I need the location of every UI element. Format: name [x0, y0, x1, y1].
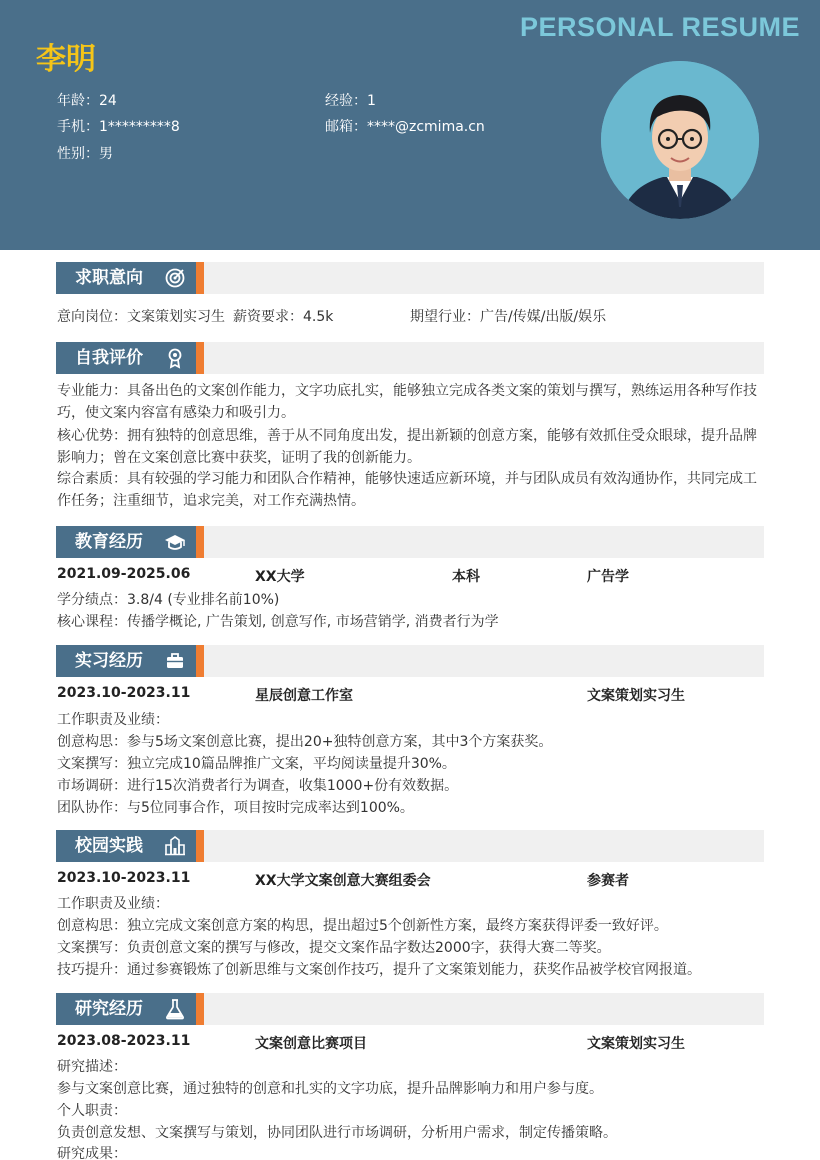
campus-line: 文案撰写：负责创意文案的撰写与修改，提交文案作品字数达2000字，获得大赛二等奖。	[57, 940, 611, 956]
section-title: 求职意向	[56, 262, 196, 294]
intent-salary: 薪资要求：4.5k	[233, 309, 334, 325]
internship-line: 市场调研：进行15次消费者行为调查，收集1000+份有效数据。	[57, 778, 459, 794]
section-job-intent	[56, 262, 764, 294]
avatar	[601, 61, 759, 219]
section-accent	[196, 830, 204, 862]
research-role: 文案策划实习生	[587, 1036, 685, 1052]
flask-icon	[164, 998, 186, 1020]
section-self-evaluation	[56, 342, 764, 374]
campus-line: 技巧提升：通过参赛锻炼了创新思维与文案创作技巧，提升了文案策划能力，获奖作品被学校官网报道。	[57, 962, 701, 978]
intent-industry: 期望行业：广告/传媒/出版/娱乐	[410, 309, 607, 325]
section-title: 自我评价	[56, 342, 196, 374]
education-date: 2021.09-2025.06	[57, 566, 191, 582]
section-internship	[56, 645, 764, 677]
building-icon	[164, 835, 186, 857]
section-accent	[196, 342, 204, 374]
campus-line: 工作职责及业绩：	[57, 896, 169, 912]
section-accent	[196, 645, 204, 677]
research-project: 文案创意比赛项目	[255, 1036, 367, 1052]
section-campus-practice	[56, 830, 764, 862]
section-title: 实习经历	[56, 645, 196, 677]
education-school: XX大学	[255, 569, 305, 585]
section-education	[56, 526, 764, 558]
research-date: 2023.08-2023.11	[57, 1033, 191, 1049]
graduation-cap-icon	[164, 531, 186, 553]
target-icon	[164, 267, 186, 289]
section-title: 研究经历	[56, 993, 196, 1025]
research-line: 个人职责：	[57, 1103, 127, 1119]
education-gpa: 学分绩点：3.8/4 (专业排名前10%)	[57, 592, 280, 608]
intent-position: 意向岗位：文案策划实习生	[57, 309, 225, 325]
campus-organization: XX大学文案创意大赛组委会	[255, 873, 431, 889]
section-accent	[196, 993, 204, 1025]
campus-role: 参赛者	[587, 873, 629, 889]
research-line: 负责创意发想、文案撰写与策划，协同团队进行市场调研，分析用户需求，制定传播策略。	[57, 1125, 617, 1141]
resume-header	[0, 0, 820, 250]
section-research	[56, 993, 764, 1025]
internship-date: 2023.10-2023.11	[57, 685, 191, 701]
internship-company: 星辰创意工作室	[255, 688, 353, 704]
section-accent	[196, 262, 204, 294]
award-icon	[164, 347, 186, 369]
age-info: 年龄：24	[57, 93, 117, 109]
section-title: 教育经历	[56, 526, 196, 558]
research-line: 研究描述：	[57, 1059, 127, 1075]
internship-line: 团队协作：与5位同事合作，项目按时完成率达到100%。	[57, 800, 414, 816]
research-line: 参与文案创意比赛，通过独特的创意和扎实的文字功底，提升品牌影响力和用户参与度。	[57, 1081, 603, 1097]
self-eval-skills: 专业能力：具备出色的文案创作能力，文字功底扎实，能够独立完成各类文案的策划与撰写，熟练运用各种写作技巧，使文案内容富有感染力和吸引力。	[57, 383, 757, 421]
gender-info: 性别：男	[57, 146, 113, 162]
education-degree: 本科	[452, 569, 480, 585]
briefcase-icon	[164, 650, 186, 672]
internship-line: 文案撰写：独立完成10篇品牌推广文案，平均阅读量提升30%。	[57, 756, 456, 772]
internship-line: 创意构思：参与5场文案创意比赛，提出20+独特创意方案，其中3个方案获奖。	[57, 734, 553, 750]
candidate-name: 李明	[36, 42, 96, 77]
campus-line: 创意构思：独立完成文案创意方案的构思，提出超过5个创新性方案，最终方案获得评委一致好评。	[57, 918, 668, 934]
education-major: 广告学	[587, 569, 629, 585]
self-eval-qualities: 综合素质：具有较强的学习能力和团队合作精神，能够快速适应新环境，并与团队成员有效沟通协作，共同完成工作任务；注重细节，追求完美，对工作充满热情。	[57, 471, 757, 509]
education-courses: 核心课程：传播学概论, 广告策划, 创意写作, 市场营销学, 消费者行为学	[57, 614, 499, 630]
research-line: 研究成果：	[57, 1146, 127, 1160]
email-info: 邮箱：****@zcmima.cn	[325, 119, 485, 135]
internship-role: 文案策划实习生	[587, 688, 685, 704]
section-accent	[196, 526, 204, 558]
resume-label: PERSONAL RESUME	[519, 12, 800, 42]
internship-line: 工作职责及业绩：	[57, 712, 169, 728]
campus-date: 2023.10-2023.11	[57, 870, 191, 886]
phone-info: 手机：1*********8	[57, 119, 180, 135]
section-title: 校园实践	[56, 830, 196, 862]
experience-info: 经验：1	[325, 93, 376, 109]
self-eval-strengths: 核心优势：拥有独特的创意思维，善于从不同角度出发，提出新颖的创意方案，能够有效抓住受众眼球，提升品牌影响力；曾在文案创意比赛中获奖，证明了我的创新能力。	[57, 428, 757, 466]
